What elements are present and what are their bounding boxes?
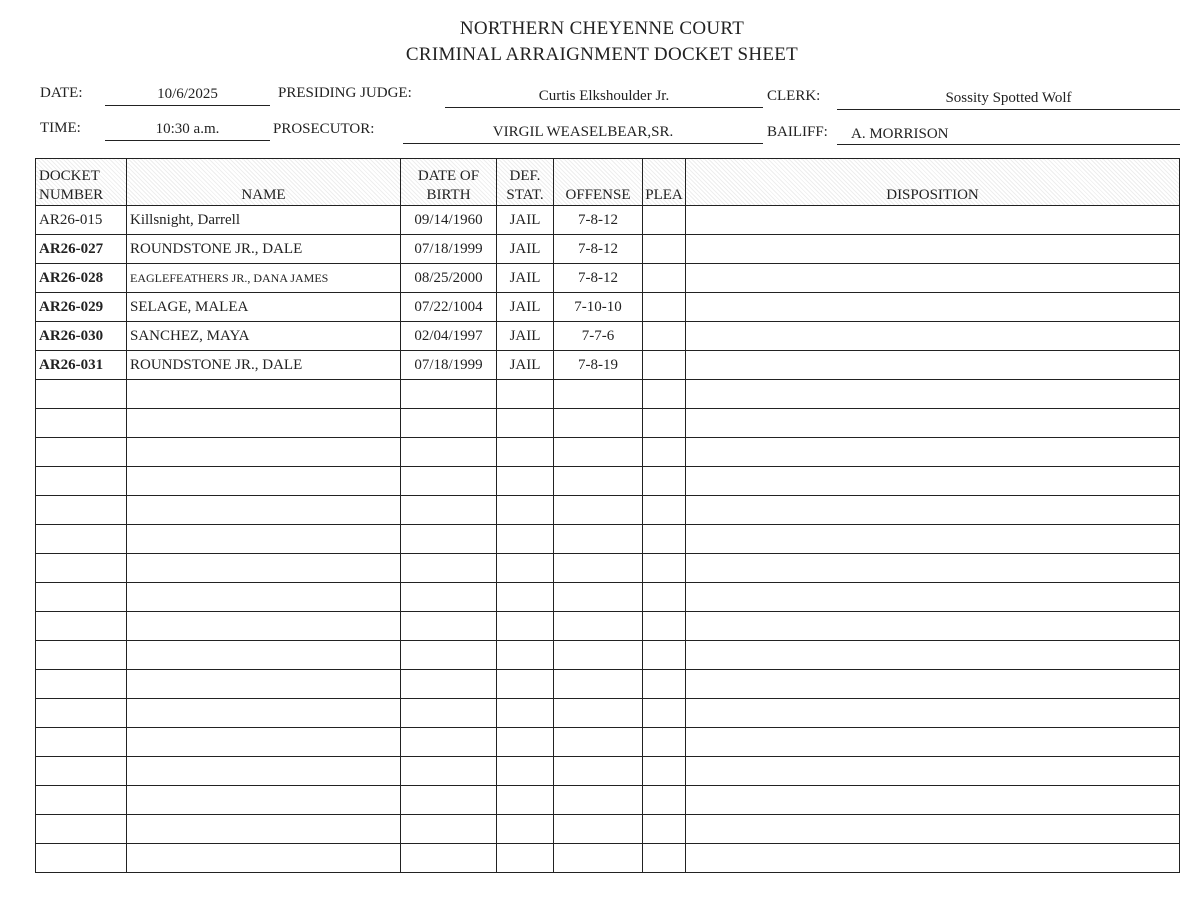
cell-plea xyxy=(643,844,686,873)
col-name: NAME xyxy=(127,159,401,206)
cell-docket xyxy=(36,409,127,438)
cell-name xyxy=(127,467,401,496)
cell-plea xyxy=(643,235,686,264)
cell-name xyxy=(127,757,401,786)
cell-offense: 7-7-6 xyxy=(554,322,643,351)
cell-name: ROUNDSTONE JR., DALE xyxy=(127,235,401,264)
empty-row xyxy=(36,554,1180,583)
cell-name xyxy=(127,844,401,873)
cell-disposition xyxy=(686,815,1180,844)
empty-row xyxy=(36,757,1180,786)
cell-offense: 7-8-12 xyxy=(554,235,643,264)
cell-disposition xyxy=(686,670,1180,699)
cell-stat: JAIL xyxy=(497,293,554,322)
empty-row xyxy=(36,438,1180,467)
empty-row xyxy=(36,641,1180,670)
cell-dob xyxy=(401,699,497,728)
empty-row xyxy=(36,612,1180,641)
cell-dob: 07/18/1999 xyxy=(401,235,497,264)
cell-dob xyxy=(401,554,497,583)
cell-plea xyxy=(643,554,686,583)
empty-row xyxy=(36,728,1180,757)
cell-plea xyxy=(643,728,686,757)
cell-docket xyxy=(36,699,127,728)
cell-disposition xyxy=(686,351,1180,380)
cell-name xyxy=(127,815,401,844)
cell-offense xyxy=(554,699,643,728)
cell-disposition xyxy=(686,380,1180,409)
cell-name: SANCHEZ, MAYA xyxy=(127,322,401,351)
cell-dob xyxy=(401,467,497,496)
cell-dob xyxy=(401,438,497,467)
cell-disposition xyxy=(686,641,1180,670)
cell-docket xyxy=(36,612,127,641)
cell-stat xyxy=(497,786,554,815)
cell-dob xyxy=(401,525,497,554)
cell-dob: 09/14/1960 xyxy=(401,206,497,235)
cell-dob xyxy=(401,728,497,757)
cell-docket: AR26-029 xyxy=(36,293,127,322)
sheet-title: CRIMINAL ARRAIGNMENT DOCKET SHEET xyxy=(405,44,799,65)
cell-docket xyxy=(36,728,127,757)
cell-plea xyxy=(643,351,686,380)
cell-docket xyxy=(36,496,127,525)
cell-dob: 07/22/1004 xyxy=(401,293,497,322)
cell-plea xyxy=(643,264,686,293)
cell-disposition xyxy=(686,496,1180,525)
cell-stat: JAIL xyxy=(497,351,554,380)
cell-plea xyxy=(643,409,686,438)
cell-disposition xyxy=(686,612,1180,641)
cell-disposition xyxy=(686,293,1180,322)
cell-disposition xyxy=(686,322,1180,351)
cell-plea xyxy=(643,670,686,699)
time-label: TIME: xyxy=(40,120,81,136)
cell-dob xyxy=(401,815,497,844)
clerk-value: Sossity Spotted Wolf xyxy=(837,89,1180,110)
cell-plea xyxy=(643,293,686,322)
cell-disposition xyxy=(686,525,1180,554)
cell-disposition xyxy=(686,235,1180,264)
cell-offense xyxy=(554,844,643,873)
cell-plea xyxy=(643,322,686,351)
cell-stat xyxy=(497,757,554,786)
cell-docket xyxy=(36,786,127,815)
cell-plea xyxy=(643,583,686,612)
empty-row xyxy=(36,844,1180,873)
cell-dob xyxy=(401,409,497,438)
cell-offense xyxy=(554,554,643,583)
cell-docket: AR26-028 xyxy=(36,264,127,293)
time-value: 10:30 a.m. xyxy=(105,120,270,141)
empty-row xyxy=(36,786,1180,815)
cell-plea xyxy=(643,438,686,467)
cell-stat: JAIL xyxy=(497,264,554,293)
cell-docket xyxy=(36,815,127,844)
cell-disposition xyxy=(686,699,1180,728)
judge-label: PRESIDING JUDGE: xyxy=(278,85,412,101)
empty-row xyxy=(36,699,1180,728)
cell-docket: AR26-015 xyxy=(36,206,127,235)
cell-dob xyxy=(401,496,497,525)
cell-disposition xyxy=(686,409,1180,438)
cell-stat xyxy=(497,525,554,554)
cell-disposition xyxy=(686,844,1180,873)
cell-stat xyxy=(497,612,554,641)
cell-stat xyxy=(497,844,554,873)
bailiff-value: A. MORRISON xyxy=(837,125,1180,145)
cell-offense: 7-8-19 xyxy=(554,351,643,380)
cell-name xyxy=(127,554,401,583)
cell-docket: AR26-030 xyxy=(36,322,127,351)
cell-name xyxy=(127,380,401,409)
col-dob: DATE OF BIRTH xyxy=(401,159,497,206)
cell-dob xyxy=(401,583,497,612)
table-row xyxy=(36,264,1180,293)
cell-stat xyxy=(497,467,554,496)
cell-name xyxy=(127,525,401,554)
cell-offense xyxy=(554,728,643,757)
cell-disposition xyxy=(686,728,1180,757)
cell-offense: 7-10-10 xyxy=(554,293,643,322)
cell-offense xyxy=(554,583,643,612)
prosecutor-label: PROSECUTOR: xyxy=(273,121,375,137)
cell-disposition xyxy=(686,757,1180,786)
col-offense: OFFENSE xyxy=(554,159,643,206)
empty-row xyxy=(36,583,1180,612)
cell-stat xyxy=(497,554,554,583)
court-name: NORTHERN CHEYENNE COURT xyxy=(459,18,745,39)
cell-disposition xyxy=(686,554,1180,583)
cell-offense: 7-8-12 xyxy=(554,206,643,235)
cell-stat: JAIL xyxy=(497,235,554,264)
cell-offense xyxy=(554,409,643,438)
table-row xyxy=(36,235,1180,264)
cell-stat xyxy=(497,641,554,670)
cell-offense: 7-8-12 xyxy=(554,264,643,293)
clerk-label: CLERK: xyxy=(767,88,821,104)
cell-disposition xyxy=(686,438,1180,467)
cell-docket xyxy=(36,467,127,496)
cell-stat xyxy=(497,438,554,467)
cell-offense xyxy=(554,525,643,554)
cell-name xyxy=(127,670,401,699)
cell-dob: 07/18/1999 xyxy=(401,351,497,380)
cell-name xyxy=(127,786,401,815)
cell-plea xyxy=(643,525,686,554)
cell-plea xyxy=(643,757,686,786)
cell-disposition xyxy=(686,583,1180,612)
cell-dob xyxy=(401,641,497,670)
cell-disposition xyxy=(686,206,1180,235)
cell-dob xyxy=(401,670,497,699)
cell-offense xyxy=(554,612,643,641)
col-disposition: DISPOSITION xyxy=(686,159,1180,206)
table-row xyxy=(36,206,1180,235)
empty-row xyxy=(36,670,1180,699)
cell-docket xyxy=(36,380,127,409)
cell-stat xyxy=(497,409,554,438)
cell-plea xyxy=(643,786,686,815)
empty-row xyxy=(36,380,1180,409)
cell-stat: JAIL xyxy=(497,322,554,351)
cell-offense xyxy=(554,641,643,670)
empty-row xyxy=(36,409,1180,438)
docket-table xyxy=(35,158,1180,873)
cell-offense xyxy=(554,670,643,699)
cell-docket xyxy=(36,641,127,670)
cell-plea xyxy=(643,815,686,844)
table-row xyxy=(36,322,1180,351)
empty-row xyxy=(36,815,1180,844)
cell-plea xyxy=(643,467,686,496)
bailiff-label: BAILIFF: xyxy=(767,124,828,140)
cell-stat xyxy=(497,815,554,844)
col-plea: PLEA xyxy=(643,159,686,206)
cell-dob: 02/04/1997 xyxy=(401,322,497,351)
date-value: 10/6/2025 xyxy=(105,85,270,106)
cell-dob xyxy=(401,844,497,873)
col-stat: DEF. STAT. xyxy=(497,159,554,206)
cell-stat xyxy=(497,583,554,612)
cell-plea xyxy=(643,380,686,409)
cell-dob xyxy=(401,757,497,786)
cell-name xyxy=(127,728,401,757)
cell-name xyxy=(127,699,401,728)
cell-offense xyxy=(554,496,643,525)
cell-docket xyxy=(36,554,127,583)
cell-stat xyxy=(497,699,554,728)
cell-docket xyxy=(36,757,127,786)
col-docket: DOCKET NUMBER xyxy=(36,159,127,206)
judge-value: Curtis Elkshoulder Jr. xyxy=(445,87,763,108)
cell-plea xyxy=(643,612,686,641)
cell-stat xyxy=(497,670,554,699)
cell-name xyxy=(127,641,401,670)
cell-plea xyxy=(643,699,686,728)
cell-plea xyxy=(643,641,686,670)
cell-name xyxy=(127,409,401,438)
table-row xyxy=(36,293,1180,322)
cell-name: SELAGE, MALEA xyxy=(127,293,401,322)
cell-plea xyxy=(643,496,686,525)
cell-name xyxy=(127,438,401,467)
cell-disposition xyxy=(686,467,1180,496)
empty-row xyxy=(36,496,1180,525)
cell-stat xyxy=(497,728,554,757)
cell-name: Killsnight, Darrell xyxy=(127,206,401,235)
cell-offense xyxy=(554,786,643,815)
header-row xyxy=(36,159,1180,206)
cell-dob xyxy=(401,786,497,815)
cell-docket: AR26-031 xyxy=(36,351,127,380)
cell-docket: AR26-027 xyxy=(36,235,127,264)
table-row xyxy=(36,351,1180,380)
cell-name: ROUNDSTONE JR., DALE xyxy=(127,351,401,380)
cell-offense xyxy=(554,438,643,467)
date-label: DATE: xyxy=(40,85,83,101)
cell-name xyxy=(127,583,401,612)
cell-plea xyxy=(643,206,686,235)
cell-disposition xyxy=(686,786,1180,815)
empty-row xyxy=(36,525,1180,554)
cell-dob xyxy=(401,380,497,409)
cell-docket xyxy=(36,438,127,467)
cell-docket xyxy=(36,525,127,554)
cell-name: EAGLEFEATHERS JR., DANA JAMES xyxy=(127,264,401,293)
cell-stat xyxy=(497,380,554,409)
cell-docket xyxy=(36,844,127,873)
cell-docket xyxy=(36,583,127,612)
cell-docket xyxy=(36,670,127,699)
cell-stat xyxy=(497,496,554,525)
cell-offense xyxy=(554,380,643,409)
cell-stat: JAIL xyxy=(497,206,554,235)
cell-offense xyxy=(554,757,643,786)
cell-disposition xyxy=(686,264,1180,293)
cell-name xyxy=(127,612,401,641)
cell-dob: 08/25/2000 xyxy=(401,264,497,293)
empty-row xyxy=(36,467,1180,496)
cell-dob xyxy=(401,612,497,641)
prosecutor-value: VIRGIL WEASELBEAR,SR. xyxy=(403,123,763,144)
cell-offense xyxy=(554,815,643,844)
cell-offense xyxy=(554,467,643,496)
cell-name xyxy=(127,496,401,525)
